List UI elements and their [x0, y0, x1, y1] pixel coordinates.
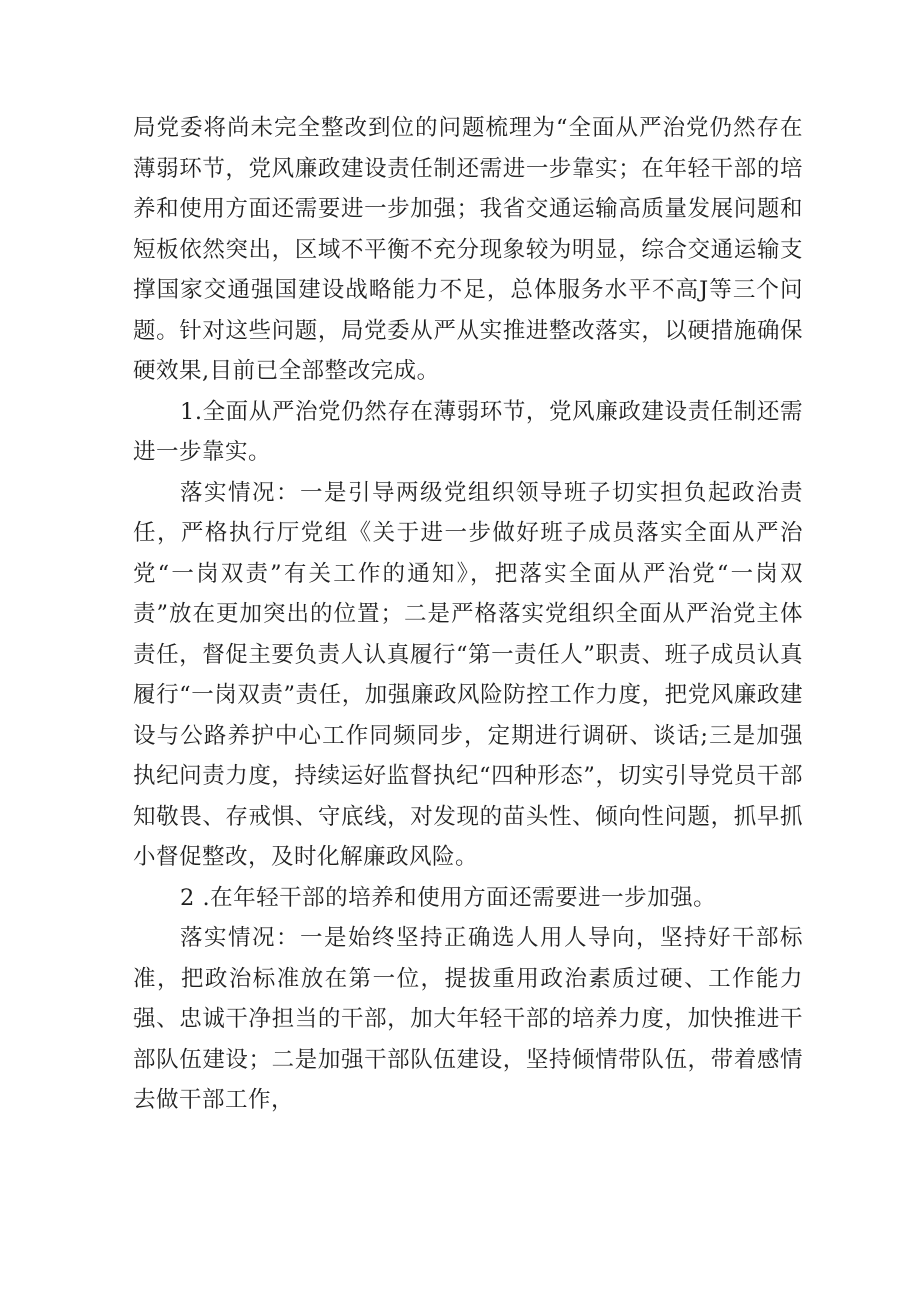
- issue-2-heading: 2 .在年轻干部的培养和使用方面还需要进一步加强。: [180, 884, 717, 911]
- issue-1-heading: 1.全面从严治党仍然存在薄弱环节，党风廉政建设责任制还需进一步靠实。: [133, 398, 803, 465]
- intro-paragraph: 局党委将尚未完全整改到位的问题梳理为“全面从严治党仍然存在薄弱环节，党风廉政建设责任制还需进一步靠实；在年轻干部的培养和使用方面还需要进一步加强；我省交通运输高质量发展问题和短板依然突出，区域不平衡不充分现象较为明显，综合交通运输支撑国家交通强国建设战略能力不足，总体服务水平不高J等三个问题。针对这些问题，局党委从严从实推进整改落实，以硬措施确保硬效果,目前已全部整改完成。: [133, 115, 803, 384]
- issue-2-implementation: 落实情况：一是始终坚持正确选人用人导向，坚持好干部标准，把政治标准放在第一位，提拔重用政治素质过硬、工作能力强、忠诚干净担当的干部，加大年轻干部的培养力度，加快推进干部队伍建设；二是加强干部队伍建设，坚持倾情带队伍，带着感情去做干部工作，: [133, 925, 803, 1113]
- document-body: [133, 108, 803, 1121]
- issue-1-implementation: 落实情况：一是引导两级党组织领导班子切实担负起政治责任，严格执行厅党组《关于进一步做好班子成员落实全面从严治党“一岗双责”有关工作的通知》，把落实全面从严治党“一岗双责”放在更加突出的位置；二是严格落实党组织全面从严治党主体责任，督促主要负责人认真履行“第一责任人”职责、班子成员认真履行“一岗双责”责任，加强廉政风险防控工作力度，把党风廉政建设与公路养护中心工作同频同步，定期进行调研、谈话;三是加强执纪问责力度，持续运好监督执纪“四种形态”，切实引导党员干部知敬畏、存戒惧、守底线，对发现的苗头性、倾向性问题，抓早抓小督促整改，及时化解廉政风险。: [133, 479, 803, 870]
